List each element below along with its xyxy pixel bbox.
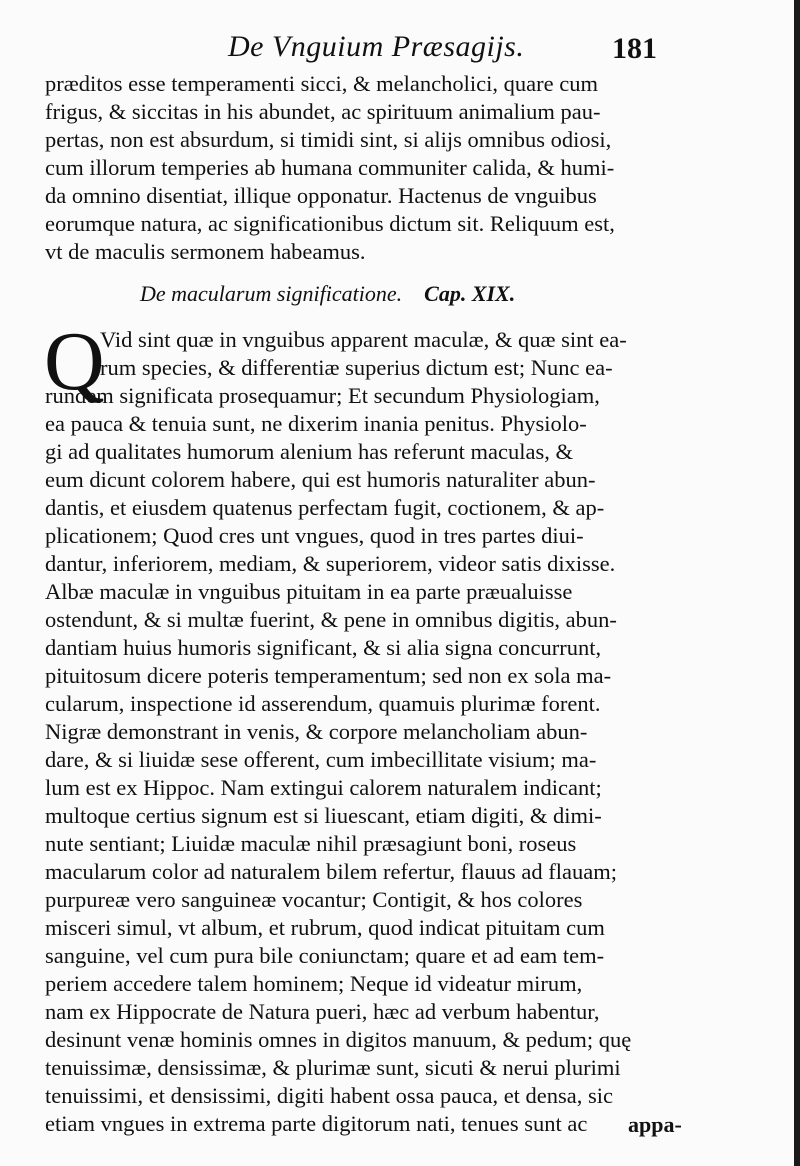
text-line: rum species, & differentiæ superius dictum est; Nunc ea-: [100, 355, 613, 380]
text-line: rundem significata prosequamur; Et secundum Physiologiam,: [45, 383, 600, 408]
text-line: misceri simul, vt album, et rubrum, quod indicat pituitam cum: [45, 915, 605, 940]
text-line: multoque certius signum est si liuescant, etiam digiti, & dimi-: [45, 803, 602, 828]
catchword: appa-: [628, 1112, 682, 1137]
text-line: nute sentiant; Liuidæ maculæ nihil præsagiunt boni, roseus: [45, 831, 577, 856]
chapter-heading: [140, 281, 515, 307]
text-line: tenuissimi, et densissimi, digiti habent ossa pauca, et densa, sic: [45, 1083, 614, 1108]
text-line: pituitosum dicere poteris temperamentum; sed non ex sola ma-: [45, 663, 612, 688]
text-line: vt de maculis sermonem habeamus.: [45, 239, 366, 264]
text-line: macularum color ad naturalem bilem refertur, flauus ad flauam;: [45, 859, 617, 884]
text-line: purpureæ vero sanguineæ vocantur; Contigit, & hos colores: [45, 887, 583, 912]
text-line: periem accedere talem hominem; Neque id videatur mirum,: [45, 971, 583, 996]
text-line: pertas, non est absurdum, si timidi sint, si alijs omnibus odiosi,: [45, 127, 612, 152]
page-number: 181: [612, 32, 657, 65]
text-line: Albæ maculæ in vnguibus pituitam in ea parte præualuisse: [45, 579, 573, 604]
text-line: tenuissimæ, densissimæ, & plurimæ sunt, sicuti & nerui plurimi: [45, 1055, 621, 1080]
drop-cap-letter: Q: [44, 315, 105, 408]
text-line: etiam vngues in extrema parte digitorum nati, tenues sunt ac: [45, 1111, 588, 1136]
text-line: plicationem; Quod cres unt vngues, quod in tres partes diui-: [45, 523, 584, 548]
text-line: cularum, inspectione id asserendum, quamuis plurimæ forent.: [45, 691, 601, 716]
page-header: [0, 30, 800, 70]
text-line: gi ad qualitates humorum alenium has referunt maculas, &: [45, 439, 573, 464]
text-line: ea pauca & tenuia sunt, ne dixerim inania penitus. Physiolo-: [45, 411, 587, 436]
text-line: ostendunt, & si multæ fuerint, & pene in omnibus digitis, abun-: [45, 607, 617, 632]
running-title: De Vnguium Præsagijs.: [228, 30, 525, 63]
text-line: dantis, et eiusdem quatenus perfectam fugit, coctionem, & ap-: [45, 495, 605, 520]
text-line: eorumque natura, ac significationibus dictum sit. Reliquum est,: [45, 211, 615, 236]
text-line: Nigræ demonstrant in venis, & corpore melancholiam abun-: [45, 719, 588, 744]
text-line: eum dicunt colorem habere, qui est humoris naturaliter abun-: [45, 467, 596, 492]
text-line: sanguine, vel cum pura bile coniunctam; quare et ad eam tem-: [45, 943, 605, 968]
text-line: frigus, & siccitas in his abundet, ac spirituum animalium pau-: [45, 99, 601, 124]
text-line: dare, & si liuidæ sese offerent, cum imbecillitate visium; ma-: [45, 747, 597, 772]
text-line: dantur, inferiorem, mediam, & superiorem, videor satis dixisse.: [45, 551, 616, 576]
text-line: cum illorum temperies ab humana communiter calida, & humi-: [45, 155, 615, 180]
text-line: nam ex Hippocrate de Natura pueri, hæc ad verbum habentur,: [45, 999, 600, 1024]
text-line: lum est ex Hippoc. Nam extingui calorem naturalem indicant;: [45, 775, 602, 800]
text-line: desinunt venæ hominis omnes in digitos manuum, & pedum; quę: [45, 1027, 632, 1052]
chapter-title: De macularum significatione.: [140, 281, 403, 306]
text-line: dantiam huius humoris significant, & si alia signa concurrunt,: [45, 635, 602, 660]
chapter-number: Cap. XIX.: [424, 281, 516, 306]
page-edge-shadow: [794, 0, 800, 1166]
text-line: præditos esse temperamenti sicci, & melancholici, quare cum: [45, 71, 598, 96]
text-line: da omnino disentiat, illique opponatur. Hactenus de vnguibus: [45, 183, 597, 208]
text-line: Vid sint quæ in vnguibus apparent maculæ, & quæ sint ea-: [100, 327, 627, 352]
